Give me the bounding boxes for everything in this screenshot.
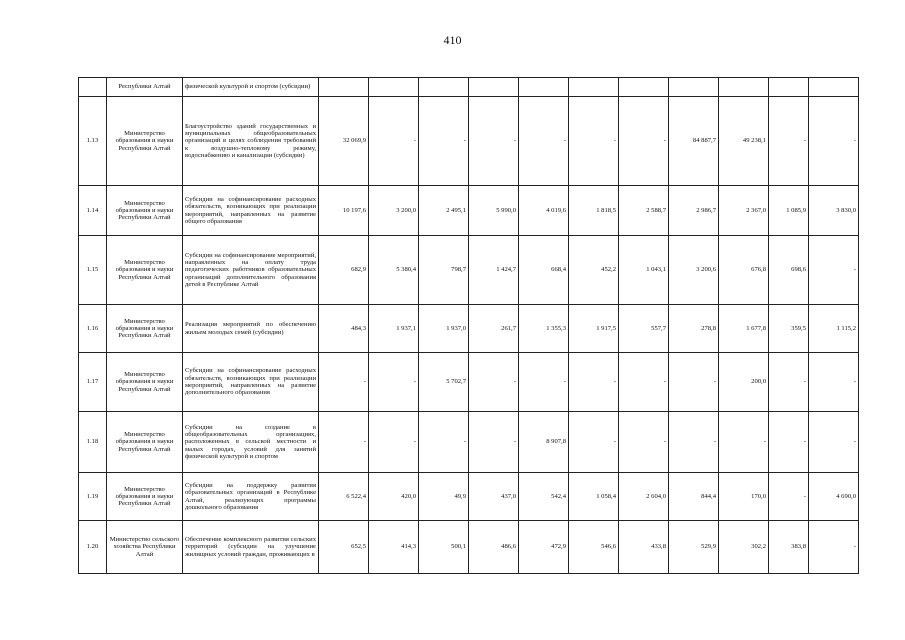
value-cell: - (769, 412, 809, 473)
value-cell: - (769, 473, 809, 521)
value-cell (319, 78, 369, 97)
value-cell: 3 200,0 (369, 186, 419, 236)
value-cell: 484,3 (319, 305, 369, 353)
value-cell (769, 78, 809, 97)
value-cell: - (569, 412, 619, 473)
value-cell: - (809, 521, 859, 574)
value-cell: 1 818,5 (569, 186, 619, 236)
measure-name-cell: Субсидии на софинансирование расходных обязательств, возникающих при реализации мероприятий, направленных на развитие дополнительного образования (183, 353, 319, 412)
value-cell: - (619, 412, 669, 473)
value-cell (719, 78, 769, 97)
measure-name-cell: Обеспечение комплексного развития сельских территорий (субсидии на улучшение жилищных условий граждан, проживающих в (183, 521, 319, 574)
value-cell: 84 887,7 (669, 97, 719, 186)
value-cell: 1 424,7 (469, 236, 519, 305)
value-cell: 542,4 (519, 473, 569, 521)
value-cell: - (519, 97, 569, 186)
value-cell: 676,8 (719, 236, 769, 305)
table-row (79, 521, 859, 574)
value-cell: 383,8 (769, 521, 809, 574)
value-cell: 433,8 (619, 521, 669, 574)
value-cell: - (619, 353, 669, 412)
table-row (79, 412, 859, 473)
value-cell (809, 78, 859, 97)
row-number-cell (79, 78, 107, 97)
value-cell: 698,6 (769, 236, 809, 305)
value-cell: - (619, 97, 669, 186)
value-cell: 798,7 (419, 236, 469, 305)
value-cell: 10 197,6 (319, 186, 369, 236)
value-cell: 1 937,0 (419, 305, 469, 353)
value-cell: 2 588,7 (619, 186, 669, 236)
value-cell: 2 495,1 (419, 186, 469, 236)
value-cell (369, 78, 419, 97)
value-cell: - (769, 97, 809, 186)
value-cell: 682,9 (319, 236, 369, 305)
value-cell (469, 78, 519, 97)
value-cell: 3 830,0 (809, 186, 859, 236)
row-number-cell: 1.13 (79, 97, 107, 186)
value-cell: 1 355,3 (519, 305, 569, 353)
executor-cell: Министерство сельского хозяйства Республики Алтай (107, 521, 183, 574)
value-cell: - (809, 97, 859, 186)
value-cell: 668,4 (519, 236, 569, 305)
value-cell: - (519, 353, 569, 412)
value-cell: 32 069,9 (319, 97, 369, 186)
executor-cell: Министерство образования и науки Республики Алтай (107, 473, 183, 521)
value-cell: 420,0 (369, 473, 419, 521)
executor-cell: Министерство образования и науки Республики Алтай (107, 305, 183, 353)
value-cell: 3 200,6 (669, 236, 719, 305)
value-cell: - (469, 412, 519, 473)
value-cell: - (369, 97, 419, 186)
value-cell (419, 78, 469, 97)
table-row (79, 353, 859, 412)
value-cell: 8 907,8 (519, 412, 569, 473)
value-cell: 546,6 (569, 521, 619, 574)
value-cell: - (419, 412, 469, 473)
row-number-cell: 1.18 (79, 412, 107, 473)
value-cell: 486,6 (469, 521, 519, 574)
value-cell: 5 702,7 (419, 353, 469, 412)
value-cell: 414,3 (369, 521, 419, 574)
value-cell: 472,9 (519, 521, 569, 574)
executor-cell: Министерство образования и науки Республики Алтай (107, 353, 183, 412)
value-cell: 278,8 (669, 305, 719, 353)
value-cell (569, 78, 619, 97)
value-cell: - (669, 353, 719, 412)
row-number-cell: 1.20 (79, 521, 107, 574)
table-row (79, 236, 859, 305)
row-number-cell: 1.17 (79, 353, 107, 412)
row-number-cell: 1.15 (79, 236, 107, 305)
value-cell: 49,9 (419, 473, 469, 521)
value-cell: 200,0 (719, 353, 769, 412)
value-cell: - (369, 412, 419, 473)
value-cell: 1 677,8 (719, 305, 769, 353)
value-cell: 1 043,1 (619, 236, 669, 305)
table-row (79, 186, 859, 236)
value-cell (619, 78, 669, 97)
value-cell: 1 085,9 (769, 186, 809, 236)
measure-name-cell: Реализация мероприятий по обеспечению жильем молодых семей (субсидии) (183, 305, 319, 353)
measure-name-cell: Субсидии на софинансирование мероприятий, направленных на оплату труда педагогических работников образовательных организаций дополнительного образования детей в Республике Алтай (183, 236, 319, 305)
row-number-cell: 1.16 (79, 305, 107, 353)
value-cell: 1 115,2 (809, 305, 859, 353)
value-cell: 4 019,6 (519, 186, 569, 236)
value-cell: 1 937,1 (369, 305, 419, 353)
value-cell: 1 917,5 (569, 305, 619, 353)
executor-cell: Министерство образования и науки Республики Алтай (107, 97, 183, 186)
value-cell: - (319, 353, 369, 412)
measure-name-cell: Благоустройство зданий государственных и муниципальных общеобразовательных организаций в целях соблюдения требований к воздушно-тепловому режиму, водоснабжению и канализации (субсидии) (183, 97, 319, 186)
value-cell: 437,0 (469, 473, 519, 521)
value-cell: 4 690,0 (809, 473, 859, 521)
value-cell: - (469, 353, 519, 412)
value-cell: 652,5 (319, 521, 369, 574)
value-cell: - (719, 412, 769, 473)
measure-name-cell: Субсидии на софинансирование расходных обязательств, возникающих при реализации мероприятий, направленных на развитие общего образования (183, 186, 319, 236)
value-cell: - (569, 97, 619, 186)
value-cell: - (669, 412, 719, 473)
value-cell: 844,4 (669, 473, 719, 521)
value-cell: 261,7 (469, 305, 519, 353)
value-cell: - (419, 97, 469, 186)
value-cell: 1 058,4 (569, 473, 619, 521)
value-cell: 6 522,4 (319, 473, 369, 521)
measure-name-cell: Субсидии на поддержку развития образовательных организаций в Республике Алтай, реализующих программы дошкольного образования (183, 473, 319, 521)
value-cell: 2 986,7 (669, 186, 719, 236)
value-cell: - (569, 353, 619, 412)
budget-table (78, 77, 859, 574)
page-number: 410 (443, 33, 462, 47)
executor-cell: Министерство образования и науки Республики Алтай (107, 412, 183, 473)
value-cell: 170,0 (719, 473, 769, 521)
value-cell: - (769, 353, 809, 412)
measure-name-cell: Субсидии на создание в общеобразовательных организациях, расположенных в сельской местности и малых городах, условий для занятий физической культурой и спортом (183, 412, 319, 473)
value-cell: 500,1 (419, 521, 469, 574)
row-number-cell: 1.14 (79, 186, 107, 236)
value-cell: - (809, 353, 859, 412)
value-cell: - (319, 412, 369, 473)
table-row (79, 78, 859, 97)
value-cell: 5 990,0 (469, 186, 519, 236)
value-cell: 2 367,0 (719, 186, 769, 236)
value-cell: - (809, 236, 859, 305)
value-cell: - (469, 97, 519, 186)
value-cell: 359,5 (769, 305, 809, 353)
value-cell: 557,7 (619, 305, 669, 353)
executor-cell: Министерство образования и науки Республики Алтай (107, 236, 183, 305)
table-row (79, 473, 859, 521)
value-cell: - (369, 353, 419, 412)
value-cell: 49 238,1 (719, 97, 769, 186)
executor-cell: Министерство образования и науки Республики Алтай (107, 186, 183, 236)
value-cell: 302,2 (719, 521, 769, 574)
value-cell: 529,9 (669, 521, 719, 574)
table-row (79, 97, 859, 186)
value-cell: - (809, 412, 859, 473)
row-number-cell: 1.19 (79, 473, 107, 521)
executor-cell: Республики Алтай (107, 78, 183, 97)
value-cell: 5 380,4 (369, 236, 419, 305)
value-cell (519, 78, 569, 97)
table-row (79, 305, 859, 353)
measure-name-cell: физической культурой и спортом (субсидии) (183, 78, 319, 97)
value-cell: 452,2 (569, 236, 619, 305)
value-cell (669, 78, 719, 97)
value-cell: 2 604,0 (619, 473, 669, 521)
